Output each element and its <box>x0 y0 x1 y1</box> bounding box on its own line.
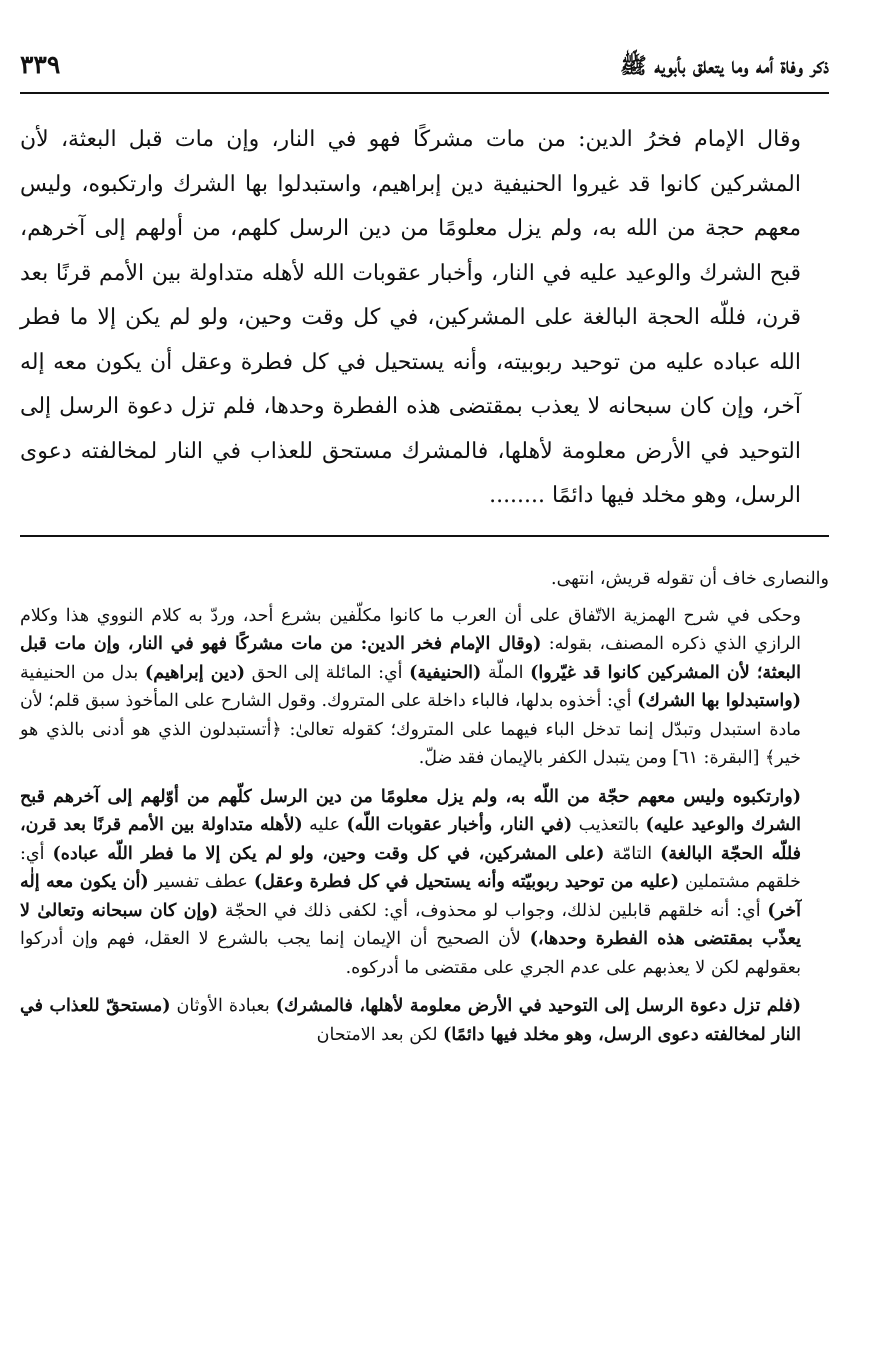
commentary-text: أي: أخذوه بدلها، فالباء داخلة على المتروك. وقول الشارح على المأخوذ سبق قلم؛ لأن مادة استبدل وتبدّل إنما تدخل الباء فيهما على المتروك؛ كقوله تعالىٰ: ﴿أتستبدلون الذي هو أدنى بالذي هو خير﴾ [البقرة: ٦١] ومن يتبدل الكفر بالإيمان فقد ضلّ. <box>20 691 801 768</box>
quoted-matn: (أن يكون معه إلٰه آخر) <box>20 872 801 921</box>
quoted-matn: (وقال الإمام فخر الدين: من مات مشركًا فهو في النار، وإن مات قبل البعثة؛ لأن المشركين كانوا قد غيّروا) <box>20 634 801 683</box>
commentary-text: بدل من الحنيفية <box>20 662 145 683</box>
running-title: ذكر وفاة أمه وما يتعلق بأبويه ﷺ <box>620 53 829 79</box>
commentary-text: أي: أنه خلقهم قابلين لذلك، وجواب لو محذوف، أي: لكفى ذلك في الحجّة <box>218 900 768 921</box>
commentary-text: والنصارى خاف أن تقوله قريش، انتهى. <box>551 569 829 589</box>
commentary-text: أي: المائلة إلى الحق <box>245 662 410 683</box>
commentary-text: لكن بعد الامتحان <box>316 1024 444 1045</box>
quoted-matn: (فلم تزل دعوة الرسل إلى التوحيد في الأرض معلومة لأهلها، فالمشرك) <box>275 996 801 1016</box>
commentary-text: أي: خلقهم مشتملين <box>20 843 801 892</box>
quoted-matn: (واستبدلوا بها الشرك) <box>637 691 802 711</box>
quoted-matn: (الحنيفية) <box>409 662 482 683</box>
commentary-text: بعبادة الأوثان <box>170 996 276 1016</box>
commentary-block <box>20 565 829 1059</box>
main-text-block <box>20 118 829 519</box>
commentary-text: لأن الصحيح أن الإيمان إنما يجب بالشرع لا العقل، فهم وإن أدركوا بعقولهم لكن لا يعذبهم على عدم الجري على مقتضى ما أدركوه. <box>20 929 801 978</box>
quoted-matn: (على المشركين، في كل وقت وحين، ولو لم يكن إلا ما فطر اللّه عباده) <box>52 843 605 864</box>
quoted-matn: (في النار، وأخبار عقوبات اللّه) <box>346 815 573 835</box>
quoted-matn: (وإن كان سبحانه وتعالىٰ لا يعذّب بمقتضى هذه الفطرة وحدها،) <box>20 900 801 949</box>
commentary-paragraph-3 <box>20 783 829 983</box>
main-text-paragraph: وقال الإمام فخرُ الدين: من مات مشركًا فهو في النار، وإن مات قبل البعثة، لأن المشركين كانوا قد غيروا الحنيفية دين إبراهيم، واستبدلوا بها الشرك وارتكبوه، وليس معهم حجة من الله به، ولم يزل معلومًا من دين الرسل كلهم، من أولهم إلى آخرهم، قبح الشرك والوعيد عليه في النار، وأخبار عقوبات الله لأهله متداولة بين الأمم قرنًا بعد قرن، فللّه الحجة البالغة على المشركين، في كل وقت وحين، ولو لم يكن إلا ما فطر الله عباده عليه من توحيد ربوبيته، وأنه يستحيل في كل فطرة وعقل أن يكون معه إله آخر، وإن كان سبحانه لا يعذب بمقتضى هذه الفطرة وحدها، فلم تزل دعوة الرسل إلى التوحيد في الأرض معلومة لأهلها، فالمشرك مستحق للعذاب في النار لمخالفته دعوى الرسل، وهو مخلد فيها دائمًا ........ <box>20 127 801 508</box>
quoted-matn: (وارتكبوه وليس معهم حجّة من اللّه به، ولم يزل معلومًا من دين الرسل كلّهم من أوّلهم إلى آخرهم قبح الشرك والوعيد عليه) <box>20 786 802 835</box>
commentary-text: الملّة <box>481 662 531 683</box>
commentary-text: بالتعذيب <box>572 815 646 835</box>
commentary-text: عليه <box>302 815 347 835</box>
commentary-text: وحكى في شرح الهمزية الاتّفاق على أن العرب ما كانوا مكلّفين بشرع أحد، وردّ به كلام النووي هذا وكلام الرازي الذي ذكره المصنف، بقوله: <box>20 605 801 654</box>
page-header <box>20 48 829 94</box>
quoted-matn: (دين إبراهيم) <box>144 662 246 683</box>
commentary-text: التامّة <box>604 843 661 864</box>
quoted-matn: (لأهله متداولة بين الأمم قرنًا بعد قرن، فللّه الحجّة البالغة) <box>20 815 801 864</box>
page-number: ٣٣٩ <box>20 50 61 79</box>
commentary-paragraph-1 <box>20 565 829 594</box>
commentary-paragraph-2 <box>20 602 829 773</box>
commentary-paragraph-4 <box>20 992 829 1049</box>
quoted-matn: (مستحقّ للعذاب في النار لمخالفته دعوى الرسل، وهو مخلد فيها دائمًا) <box>20 996 801 1045</box>
commentary-divider <box>20 535 829 537</box>
quoted-matn: (عليه من توحيد ربوبيّته وأنه يستحيل في كل فطرة وعقل) <box>253 872 680 892</box>
commentary-text: عطف تفسير <box>148 872 254 892</box>
